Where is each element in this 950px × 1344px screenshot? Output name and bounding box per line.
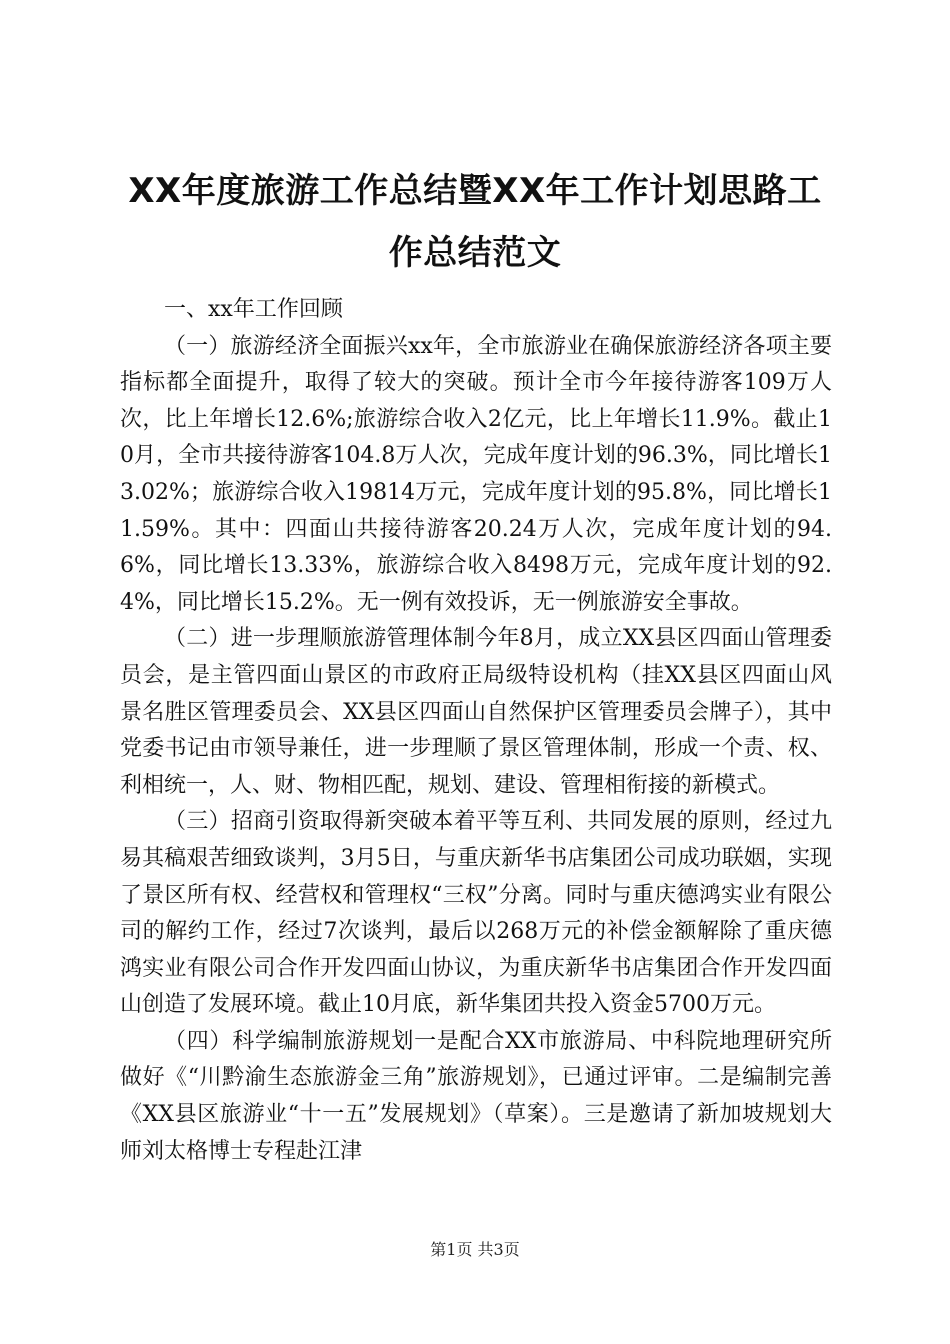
page-footer: 第1页 共3页	[430, 1240, 520, 1259]
document-title: XX年度旅游工作总结暨XX年工作计划思路工作总结范文	[128, 171, 822, 273]
paragraph-3: （三）招商引资取得新突破本着平等互利、共同发展的原则，经过九易其稿艰苦细致谈判，3月5日，与重庆新华书店集团公司成功联姻，实现了景区所有权、经营权和管理权“三权”分离。同时与重庆德鸿实业有限公司的解约工作，经过7次谈判，最后以268万元的补偿金额解除了重庆德鸿实业有限公司合作开发四面山协议，为重庆新华书店集团合作开发四面山创造了发展环境。截止10月底，新华集团共投入资金5700万元。	[120, 809, 832, 1018]
section-heading: 一、xx年工作回顾	[164, 297, 343, 322]
paragraph-1: （一）旅游经济全面振兴xx年，全市旅游业在确保旅游经济各项主要指标都全面提升，取得了较大的突破。预计全市今年接待游客109万人次，比上年增长12.6%;旅游综合收入2亿元，比上年增长11.9%。截止10月，全市共接待游客104.8万人次，完成年度计划的96.3%，同比增长13.02%；旅游综合收入19814万元，完成年度计划的95.8%，同比增长11.59%。其中：四面山共接待游客20.24万人次，完成年度计划的94.6%，同比增长13.33%，旅游综合收入8498万元，完成年度计划的92.4%，同比增长15.2%。无一例有效投诉，无一例旅游安全事故。	[120, 333, 832, 615]
document-body	[120, 292, 832, 1170]
paragraph-4: （四）科学编制旅游规划一是配合XX市旅游局、中科院地理研究所做好《“川黔渝生态旅游金三角”旅游规划》，已通过评审。二是编制完善《XX县区旅游业“十一五”发展规划》（草案）。三是邀请了新加坡规划大师刘太格博士专程赴江津	[120, 1028, 832, 1164]
paragraph-2: （二）进一步理顺旅游管理体制今年8月，成立XX县区四面山管理委员会，是主管四面山景区的市政府正局级特设机构（挂XX县区四面山风景名胜区管理委员会、XX县区四面山自然保护区管理委员会牌子），其中党委书记由市领导兼任，进一步理顺了景区管理体制，形成一个责、权、利相统一，人、财、物相匹配，规划、建设、管理相衔接的新模式。	[120, 626, 832, 798]
